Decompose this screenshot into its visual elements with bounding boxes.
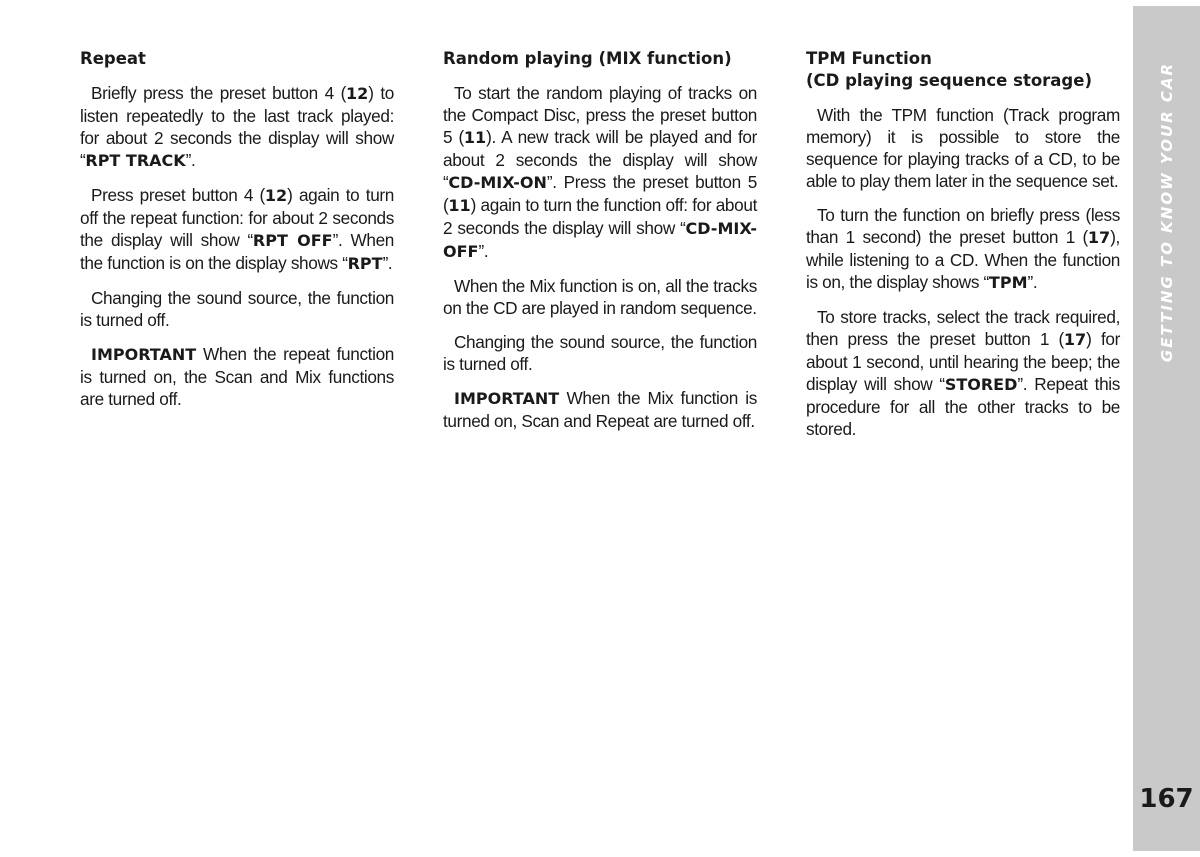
paragraph-important: IMPORTANT When the Mix function is turned on, Scan and Repeat are turned off. bbox=[443, 388, 757, 431]
paragraph-sound-source: Changing the sound source, the function is turned off. bbox=[80, 288, 394, 330]
paragraph-mix-on: To start the random playing of tracks on the Compact Disc, press the preset button 5 (11). A new track will be played and for about 2 seconds the display will show “CD-MIX-ON”. Press the preset button 5 (11) again to turn the function off: for about 2 seconds the display will show “CD-MIX-OFF”. bbox=[443, 83, 757, 261]
paragraph-mix-random: When the Mix function is on, all the tracks on the CD are played in random sequence. bbox=[443, 276, 757, 318]
paragraph-sound-source: Changing the sound source, the function is turned off. bbox=[443, 332, 757, 374]
column-tpm bbox=[806, 48, 1120, 452]
section-sidebar bbox=[1133, 6, 1200, 851]
page-number: 167 bbox=[1139, 784, 1194, 814]
column-repeat bbox=[80, 48, 394, 422]
heading-tpm-line2: (CD playing sequence storage) bbox=[806, 71, 1092, 90]
paragraph-important: IMPORTANT When the repeat function is turned on, the Scan and Mix functions are turned off. bbox=[80, 344, 394, 409]
paragraph-tpm-store: To store tracks, select the track required, then press the preset button 1 (17) for about 1 second, until hearing the beep; the display will show “STORED”. Repeat this procedure for all the other tracks to be stored. bbox=[806, 307, 1120, 439]
heading-tpm bbox=[806, 48, 1120, 92]
column-mix bbox=[443, 48, 757, 444]
paragraph-repeat-on: Briefly press the preset button 4 (12) to listen repeatedly to the last track played: for about 2 seconds the display will show “RPT TRACK”. bbox=[80, 83, 394, 170]
paragraph-tpm-intro: With the TPM function (Track program memory) it is possible to store the sequence for playing tracks of a CD, to be able to play them later in the sequence set. bbox=[806, 105, 1120, 191]
heading-mix: Random playing (MIX function) bbox=[443, 49, 732, 68]
section-title: GETTING TO KNOW YOUR CAR bbox=[1157, 61, 1176, 363]
heading-repeat: Repeat bbox=[80, 49, 146, 68]
heading-tpm-line1: TPM Function bbox=[806, 49, 932, 68]
paragraph-tpm-on: To turn the function on briefly press (less than 1 second) the preset button 1 (17), while listening to a CD. When the function is on, the display shows “TPM”. bbox=[806, 205, 1120, 292]
paragraph-repeat-off: Press preset button 4 (12) again to turn off the repeat function: for about 2 seconds the display will show “RPT OFF”. When the function is on the display shows “RPT”. bbox=[80, 185, 395, 273]
